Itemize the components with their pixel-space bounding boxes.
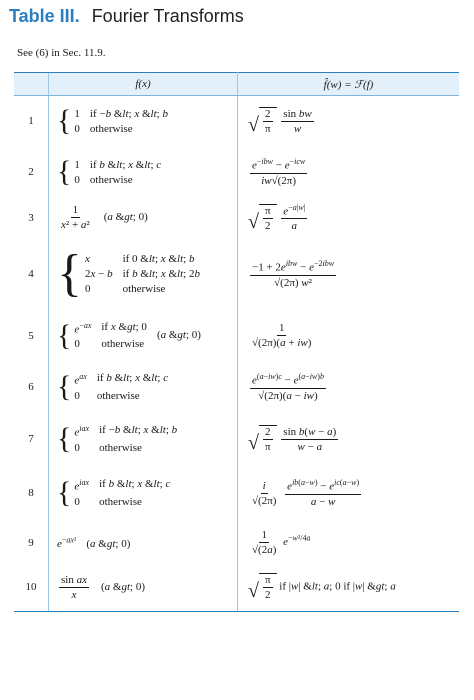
header-fhat: f̂(w) = ℱ(f) <box>238 73 460 96</box>
fhat-cell: √ $\frac{2}{\pi}$ $\frac{\text{sin b(w − a)}}{w - a}$ <box>248 425 337 454</box>
fx-cell: $e^{-ax^2}$ (a &gt; 0) <box>49 522 238 564</box>
row-number: 9 <box>28 536 34 549</box>
fourier-table <box>14 72 459 612</box>
table-row <box>14 414 459 465</box>
table-label: Table III. <box>9 6 80 26</box>
row-number: 10 <box>14 564 49 612</box>
fhat-cell: $\frac{1}{√(2a)}$ $e^{-w^2/4a}$ <box>252 529 311 556</box>
row-number: 8 <box>28 487 34 499</box>
table-row <box>14 465 459 522</box>
fx-cell: { $e^{-ax}$ if x &gt; 0 0 otherwise (a &gt; 0) <box>49 311 238 361</box>
header-num <box>14 73 49 96</box>
row-number: 5 <box>28 329 34 342</box>
fhat-cell: $\frac{1}{√(2\pi)(a + iw)}$ <box>252 322 312 349</box>
fx-cell: { $e^{iax}$ if −b &lt; x &lt; b 0 otherwise <box>49 414 238 465</box>
fhat-cell: √ $\frac{\pi}{2}$ $\frac{e^{-a|w|}}{a}$ <box>248 202 306 233</box>
subtitle: See (6) in Sec. 11.9. <box>17 47 106 59</box>
fhat-cell: √ $\frac{2}{\pi}$ $\frac{\text{sin bw}}{w}$ <box>248 107 312 137</box>
table-row <box>14 147 459 198</box>
fx-cell: $\frac{\text{sin ax}}{x}$ (a &gt; 0) <box>49 564 238 612</box>
fhat-cell: √ $\frac{\pi}{2}$ if |w| &lt; a; 0 if |w| &gt; a <box>238 564 460 612</box>
table-row <box>14 96 459 147</box>
table-row <box>14 522 459 564</box>
fx-cell: { $e^{iax}$ if b &lt; x &lt; c 0 otherwise <box>49 465 238 522</box>
table-title <box>9 6 244 27</box>
table-row <box>14 564 459 612</box>
fx-cell: { x if 0 &lt; x &lt; b 2x − b if b &lt; x &lt; 2b 0 otherwise <box>49 238 238 311</box>
row-number: 2 <box>28 166 34 178</box>
row-number: 7 <box>28 433 34 445</box>
table-row <box>14 238 459 311</box>
row-number: 3 <box>28 211 34 224</box>
table-row <box>14 361 459 414</box>
fhat-cell: $\frac{e^{-ibw} - e^{-icw}}{iw√(2\pi)}$ <box>252 157 306 187</box>
fx-cell: $\frac{1}{\text{x² + a²}}$ (a &gt; 0) <box>49 198 238 238</box>
header-row <box>14 73 459 96</box>
fx-cell: { 1 if −b &lt; x &lt; b 0 otherwise <box>49 96 238 147</box>
table-row <box>14 311 459 361</box>
fhat-cell: $\frac{-1 + 2e^{ibw} - e^{-2ibw}}{\text{√(2π) w²}}$ <box>252 259 335 289</box>
fx-cell: { 1 if b &lt; x &lt; c 0 otherwise <box>49 147 238 198</box>
fhat-cell: $\frac{e^{(a-iw)c} - e^{(a-iw)b}}{√(2\pi)(a - iw)}$ <box>252 372 324 402</box>
row-number: 1 <box>28 115 34 128</box>
table-name: Fourier Transforms <box>91 6 244 26</box>
header-fx: f(x) <box>49 73 238 96</box>
row-number: 6 <box>28 381 34 393</box>
fhat-cell: $\frac{i}{√(2\pi)}$ $\frac{e^{ib(a-w)} - e^{ic(a-w)}}{a - w}$ <box>252 478 360 508</box>
row-number: 4 <box>28 268 34 280</box>
table-row <box>14 198 459 238</box>
fx-cell: { $e^{ax}$ if b &lt; x &lt; c 0 otherwise <box>49 361 238 414</box>
